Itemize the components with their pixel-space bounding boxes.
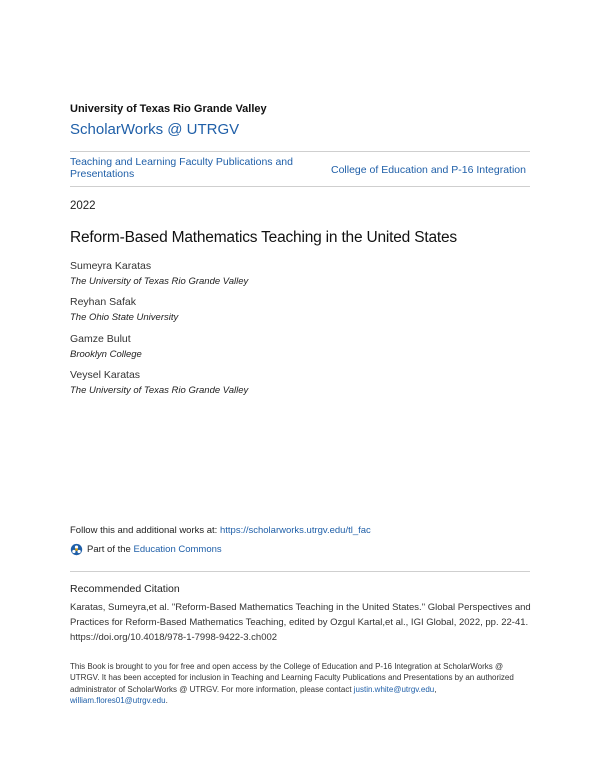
author-entry xyxy=(70,260,248,287)
document-title: Reform-Based Mathematics Teaching in the United States xyxy=(70,229,457,246)
access-notice-text: This Book is brought to you for free and open access by the College of Education and P-16 Integration at ScholarWorks @ UTRGV. It has been accepted for inclusion in Teaching and Learning Faculty Publications and Presentations by an authorized administrator of ScholarWorks @ UTRGV. For more information, please contact xyxy=(70,662,514,694)
author-name: Veysel Karatas xyxy=(70,369,141,381)
author-entry xyxy=(70,333,142,360)
follow-line xyxy=(70,525,371,536)
contact-email-link-2[interactable]: william.flores01@utrgv.edu xyxy=(70,695,166,705)
notice-end: . xyxy=(165,695,168,705)
citation-text: Karatas, Sumeyra,et al. "Reform-Based Mathematics Teaching in the United States." Global Perspectives and Practices for Reform-Based Mathematics Teaching, edited by Ozgul Kartal,et al., IGI Global, 2022, pp. 22-41. https://doi.org/10.4018/978-1-7998-9422-3.ch002 xyxy=(70,602,531,643)
divider-series xyxy=(70,186,530,187)
email-separator: , xyxy=(434,684,437,694)
series-link-college[interactable]: College of Education and P-16 Integration xyxy=(331,164,526,176)
part-of-line xyxy=(70,543,222,556)
repository-link[interactable]: ScholarWorks @ UTRGV xyxy=(70,121,240,138)
divider-top xyxy=(70,151,530,152)
access-notice xyxy=(70,661,532,706)
commons-network-icon xyxy=(70,543,83,556)
author-entry xyxy=(70,369,248,396)
author-affiliation: The University of Texas Rio Grande Valley xyxy=(70,276,249,287)
author-name: Reyhan Safak xyxy=(70,296,136,308)
collection-url-link[interactable]: https://scholarworks.utrgv.edu/tl_fac xyxy=(219,525,371,536)
education-commons-link[interactable]: Education Commons xyxy=(133,544,222,555)
author-name: Gamze Bulut xyxy=(70,333,131,345)
author-affiliation: The Ohio State University xyxy=(70,312,179,323)
divider-citation xyxy=(70,571,530,572)
citation-heading: Recommended Citation xyxy=(70,583,180,595)
contact-email-link-1[interactable]: justin.white@utrgv.edu xyxy=(353,684,435,694)
publication-year: 2022 xyxy=(70,200,96,212)
author-affiliation: Brooklyn College xyxy=(70,349,142,360)
author-entry xyxy=(70,296,178,323)
follow-label: Follow this and additional works at: xyxy=(70,525,220,536)
author-name: Sumeyra Karatas xyxy=(70,260,152,272)
author-affiliation: The University of Texas Rio Grande Valley xyxy=(70,385,249,396)
part-of-label: Part of the xyxy=(87,544,131,555)
series-link-faculty-publications[interactable]: Teaching and Learning Faculty Publications and Presentations xyxy=(70,156,293,180)
institution-name: University of Texas Rio Grande Valley xyxy=(70,103,267,115)
